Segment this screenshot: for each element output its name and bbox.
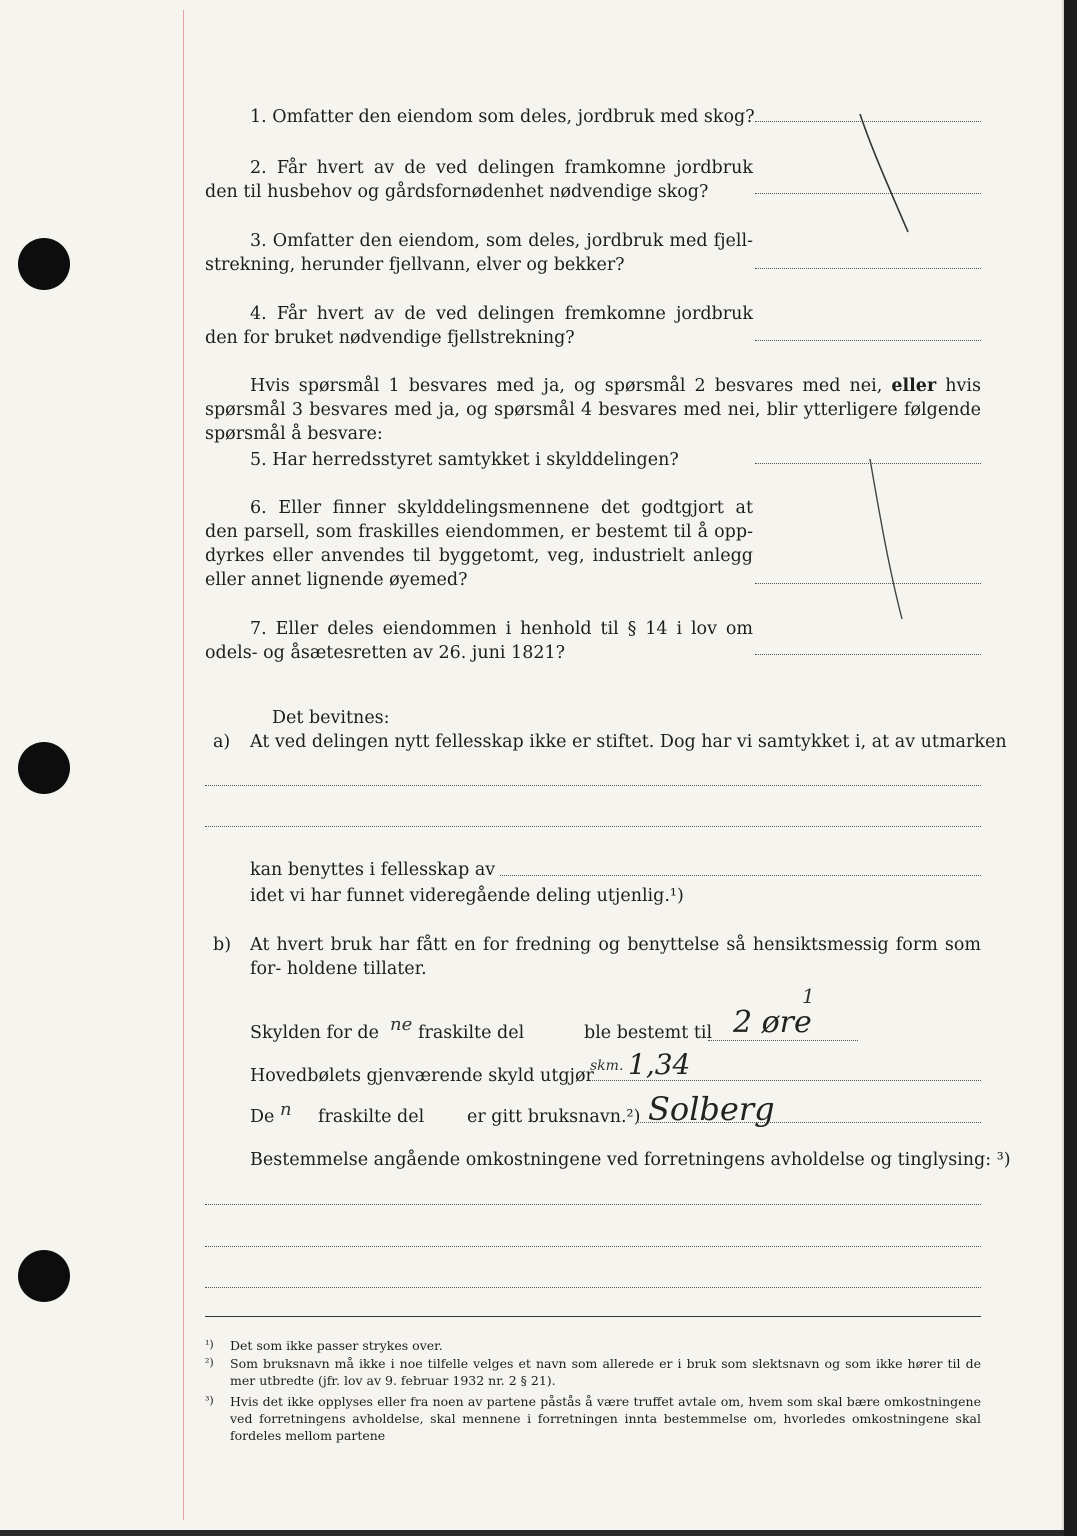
- intro-text-1: Hvis spørsmål 1 besvares med ja, og spørsmål 2 besvares med nei,: [250, 376, 883, 396]
- navn-label-1: De: [250, 1107, 275, 1127]
- navn-label-3: er gitt bruksnavn.²): [467, 1107, 641, 1127]
- attest-b-text: At hvert bruk har fått en for fredning og benyttelse så hensiktsmessig form som for- holdene tillater.: [250, 935, 981, 979]
- bestemmelse-blank-1[interactable]: [205, 1204, 981, 1205]
- attest-a-line2: kan benyttes i fellesskap av: [250, 860, 496, 880]
- footnote-divider: [205, 1316, 981, 1317]
- scan-right-edge: [1064, 0, 1077, 1536]
- question-number: 3.: [250, 231, 267, 251]
- footnote-1-mark: ¹): [205, 1338, 214, 1351]
- handwritten-strike-mark: [862, 455, 912, 625]
- footnote-3-mark: ³): [205, 1394, 214, 1407]
- question-5: [250, 448, 755, 472]
- question-number: 2.: [250, 158, 267, 178]
- question-3: [205, 229, 753, 277]
- attest-b-label: b): [213, 935, 232, 955]
- skyld-value-line[interactable]: [708, 1040, 858, 1041]
- attest-a-blank-2[interactable]: [205, 826, 981, 827]
- hoved-label: Hovedbølets gjenværende skyld utgjør: [250, 1066, 594, 1086]
- question-number: 5.: [250, 450, 267, 470]
- footnote-3: Hvis det ikke opplyses eller fra noen av partene påstås å være truffet avtale om, hvem som skal bære omkostningene ved forretningens avholdelse, skal mennene i forretningen innta bestemmelse om, hvorledes omkostningene skal fordeles mellom partene: [230, 1394, 981, 1443]
- punch-hole: [18, 238, 70, 290]
- question-text: Eller finner skylddelingsmennene det godtgjort at den parsell, som fraskilles eiendommen, er bestemt til å opp- dyrkes eller anvendes til byggetomt, veg, industrielt anlegg eller annet lignende øyemed?: [205, 498, 753, 590]
- navn-label-2: fraskilte del: [318, 1107, 425, 1127]
- skyld-value: 2 øre: [733, 1005, 812, 1040]
- margin-rule: [183, 10, 184, 1520]
- hoved-value-line[interactable]: [590, 1080, 981, 1081]
- question-number: 4.: [250, 304, 267, 324]
- question-4: [205, 302, 753, 350]
- question-number: 6.: [250, 498, 267, 518]
- skyld-label-2: fraskilte del: [418, 1023, 525, 1043]
- question-text: Eller deles eiendommen i henhold til § 14 i lov om odels- og åsætesretten av 26. juni 1821?: [205, 619, 753, 663]
- intro-paragraph: [205, 374, 981, 446]
- skyld-label-3: ble bestemt til: [584, 1023, 713, 1043]
- question-text: Omfatter den eiendom som deles, jordbruk med skog?: [272, 107, 755, 127]
- intro-bold-eller: eller: [891, 376, 937, 396]
- question-number: 7.: [250, 619, 267, 639]
- question-text: Omfatter den eiendom, som deles, jordbruk med fjell- strekning, herunder fjellvann, elver og bekker?: [205, 231, 753, 275]
- hoved-value: 1,34: [628, 1048, 691, 1081]
- handwritten-strike-mark: [850, 110, 920, 240]
- punch-hole: [18, 742, 70, 794]
- question-number: 1.: [250, 107, 267, 127]
- skyld-label-1: Skylden for de: [250, 1023, 379, 1043]
- question-text: Får hvert av de ved delingen framkomne jordbruk den til husbehov og gårdsfornødenhet nødvendige skog?: [205, 158, 753, 202]
- attest-a-line3: idet vi har funnet videregående deling utjenlig.¹): [250, 886, 684, 906]
- attest-heading: Det bevitnes:: [272, 708, 390, 728]
- answer-line-3[interactable]: [755, 268, 981, 269]
- attest-a-fellesskap-blank[interactable]: [500, 875, 981, 876]
- punch-hole: [18, 1250, 70, 1302]
- skyld-fraction-mark: 1: [802, 984, 815, 1008]
- hoved-value-prefix: skm.: [590, 1058, 624, 1074]
- bestemmelse-label: Bestemmelse angående omkostningene ved forretningens avholdelse og tinglysing: ³): [250, 1150, 1011, 1170]
- answer-line-4[interactable]: [755, 340, 981, 341]
- navn-value: Solberg: [648, 1090, 775, 1128]
- question-1: [250, 105, 755, 129]
- question-text: Får hvert av de ved delingen fremkomne jordbruk den for bruket nødvendige fjellstrekning?: [205, 304, 753, 348]
- navn-value-line[interactable]: [636, 1122, 981, 1123]
- question-text: Har herredsstyret samtykket i skylddelingen?: [272, 450, 679, 470]
- attest-a-label: a): [213, 732, 231, 752]
- attest-a-blank-1[interactable]: [205, 785, 981, 786]
- bestemmelse-blank-2[interactable]: [205, 1246, 981, 1247]
- question-2: [205, 156, 753, 204]
- intro-text-2: hvis spørsmål 3 besvares med ja, og spørsmål 4 besvares med nei, blir ytterligere følgende spørsmål å besvare:: [205, 376, 981, 444]
- navn-hand-de: n: [280, 1099, 292, 1120]
- skyld-hand-de: ne: [390, 1014, 413, 1035]
- question-7: [205, 617, 753, 665]
- question-6: [205, 496, 753, 592]
- footnote-1: Det som ikke passer strykes over.: [230, 1338, 443, 1353]
- answer-line-7[interactable]: [755, 654, 981, 655]
- footnote-2-mark: ²): [205, 1356, 214, 1369]
- bestemmelse-blank-3[interactable]: [205, 1287, 981, 1288]
- footnote-2: Som bruksnavn må ikke i noe tilfelle velges et navn som allerede er i bruk som slektsnavn og som ikke hører til de mer utbredte (jfr. lov av 9. februar 1932 nr. 2 § 21).: [230, 1356, 981, 1388]
- attest-a-text: At ved delingen nytt fellesskap ikke er stiftet. Dog har vi samtykket i, at av utmarken: [250, 732, 1007, 752]
